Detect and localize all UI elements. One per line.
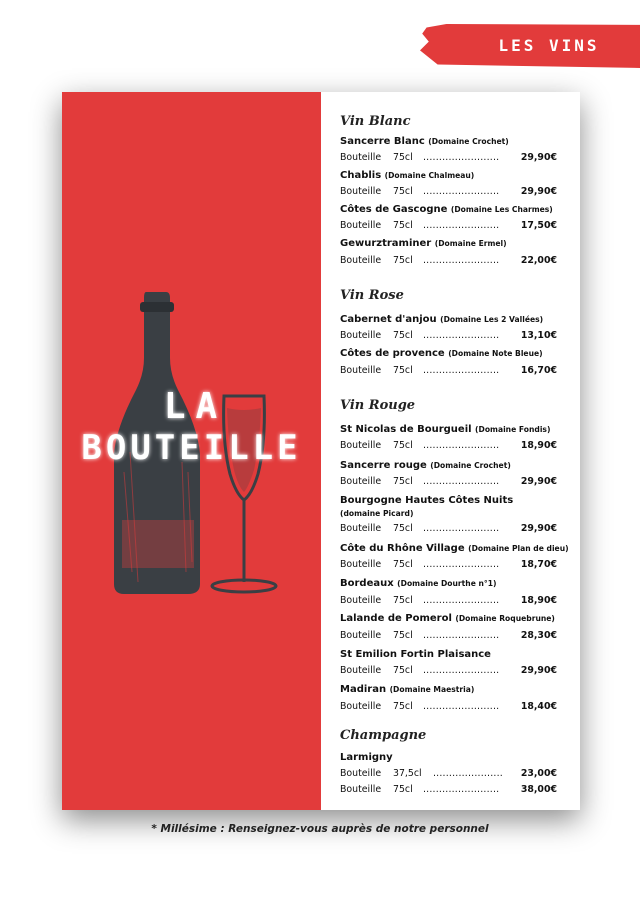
banner-title: LES VINS [498,36,600,55]
price-row: Bouteille 75cl ........................ 29,90€ [340,523,557,534]
price-row: Bouteille 75cl ........................ 13,10€ [340,330,557,341]
wine-name: Sancerre rouge (Domaine Crochet) [340,460,511,471]
wine-name: St Emilion Fortin Plaisance [340,649,491,660]
wine-name: Bordeaux (Domaine Dourthe n°1) [340,578,497,589]
price-row: Bouteille 75cl ........................ 29,90€ [340,665,557,676]
wine-name: Côte du Rhône Village (Domaine Plan de dieu) [340,543,569,554]
section-title-champagne: Champagne [340,728,427,743]
wine-name: Cabernet d'anjou (Domaine Les 2 Vallées) [340,314,544,325]
section-title-vin-rouge: Vin Rouge [340,398,416,413]
section-title-vin-blanc: Vin Blanc [340,114,411,129]
wine-domain-subline: (domaine Picard) [340,509,414,518]
price-row: Bouteille 75cl ........................ 18,70€ [340,559,557,570]
wine-name: Madiran (Domaine Maestria) [340,684,475,695]
wine-name: Chablis (Domaine Chalmeau) [340,170,475,181]
red-panel [62,92,321,810]
price-row: Bouteille 75cl ........................ 18,40€ [340,701,557,712]
price-row: Bouteille 75cl ........................ 29,90€ [340,152,557,163]
price-row: Bouteille 75cl ........................ 16,70€ [340,365,557,376]
price-row: Bouteille 75cl ........................ 18,90€ [340,595,557,606]
wine-name: Gewurztraminer (Domaine Ermel) [340,238,507,249]
wine-list [321,92,580,810]
wine-name: Côtes de provence (Domaine Note Bleue) [340,348,543,359]
wine-name: Bourgogne Hautes Côtes Nuits [340,495,514,506]
price-row: Bouteille 37,5cl ...................... 23,00€ [340,768,557,779]
price-row: Bouteille 75cl ........................ 38,00€ [340,784,557,795]
section-title-vin-rose: Vin Rose [340,288,404,303]
logo-line-1: LA [163,386,228,427]
price-row: Bouteille 75cl ........................ 29,90€ [340,186,557,197]
wine-name: Côtes de Gascogne (Domaine Les Charmes) [340,204,553,215]
logo-line-2: BOUTEILLE [81,428,302,468]
price-row: Bouteille 75cl ........................ 29,90€ [340,476,557,487]
price-row: Bouteille 75cl ........................ 17,50€ [340,220,557,231]
menu-card [62,92,580,810]
price-row: Bouteille 75cl ........................ 28,30€ [340,630,557,641]
price-row: Bouteille 75cl ........................ 18,90€ [340,440,557,451]
price-row: Bouteille 75cl ........................ 22,00€ [340,255,557,266]
wine-name: Sancerre Blanc (Domaine Crochet) [340,136,509,147]
footnote: * Millésime : Renseignez-vous auprès de notre personnel [151,823,489,835]
wine-name: St Nicolas de Bourgueil (Domaine Fondis) [340,424,551,435]
wine-name: Larmigny [340,752,393,763]
wine-name: Lalande de Pomerol (Domaine Roquebrune) [340,613,555,624]
